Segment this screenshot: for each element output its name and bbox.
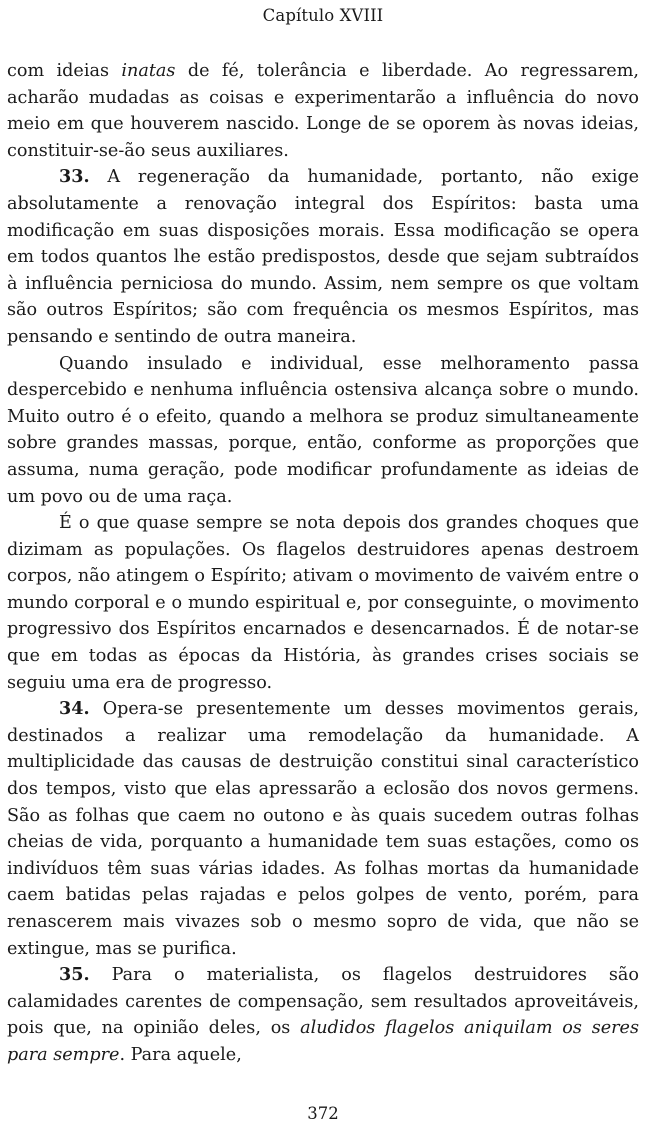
paragraph xyxy=(7,351,639,511)
paragraph-text: A regeneração da humanidade, portanto, não exige absolutamente a renovação integral dos Espíritos: basta uma modificação em suas disposições morais. Essa modificação se opera em todos quantos lhe estão predispostos, desde que sejam subtraídos à influência perniciosa do mundo. Assim, nem sempre os que voltam são outros Espíritos; são com frequência os mesmos Espíritos, mas pensando e sentindo de outra maneira. xyxy=(7,167,639,347)
paragraph-text: Quando insulado e individual, esse melhoramento passa despercebido e nenhuma influência ostensiva alcança sobre o mundo. Muito outro é o efeito, quando a melhora se produz simultaneamente sobre grandes massas, porque, então, conforme as proporções que assuma, numa geração, pode modificar profundamente as ideias de um povo ou de uma raça. xyxy=(7,353,639,507)
paragraph-text: Para o materialista, os flagelos destruidores são calamidades carentes de compensação, sem resultados aproveitáveis, pois que, na opinião deles, os xyxy=(7,965,639,1039)
paragraph-33 xyxy=(7,164,639,350)
paragraph-text: de fé, tolerância e liberdade. Ao regressarem, acharão mudadas as coisas e experimentarão a influência do novo meio em que houverem nascido. Longe de se oporem às novas ideias, constituir-se-ão seus auxiliares. xyxy=(7,61,639,161)
running-header: Capítulo XVIII xyxy=(262,6,384,25)
paragraph xyxy=(7,510,639,696)
page-number: 372 xyxy=(307,1104,339,1123)
page-body xyxy=(7,58,639,1069)
paragraph-text: . Para aquele, xyxy=(119,1044,242,1065)
paragraph-35 xyxy=(7,962,639,1068)
paragraph-continuation xyxy=(7,58,639,164)
emphasis-text: inatas xyxy=(121,61,176,81)
paragraph-text: com ideias xyxy=(7,61,122,81)
paragraph-text: Opera-se presentemente um desses movimentos gerais, destinados a realizar uma remodelação da humanidade. A multiplicidade das causas de destruição constitui sinal característico dos tempos, visto que elas apressarão a eclosão dos novos germens. São as folhas que caem no outono e às quais sucedem outras folhas cheias de vida, porquanto a humanidade tem suas estações, como os indivíduos têm suas várias idades. As folhas mortas da humanidade caem batidas pelas rajadas e pelos golpes de vento, porém, para renascerem mais vivazes sob o mesmo sopro de vida, que não se extingue, mas se purifica. xyxy=(7,699,639,959)
paragraph-text: É o que quase sempre se nota depois dos grandes choques que dizimam as populações. Os flagelos destruidores apenas destroem corpos, não atingem o Espírito; ativam o movimento de vaivém entre o mundo corporal e o mundo espiritual e, por conseguinte, o movimento progressivo dos Espíritos encarnados e desencarnados. É de notar-se que em todas as épocas da História, às grandes crises sociais se seguiu uma era de progresso. xyxy=(7,513,639,693)
paragraph-number: 33. xyxy=(59,166,90,188)
paragraph-34 xyxy=(7,696,639,962)
emphasis-text: aludidos flagelos aniquilam os seres para sempre xyxy=(7,1018,639,1065)
paragraph-number: 34. xyxy=(59,698,90,720)
paragraph-number: 35. xyxy=(59,964,90,986)
